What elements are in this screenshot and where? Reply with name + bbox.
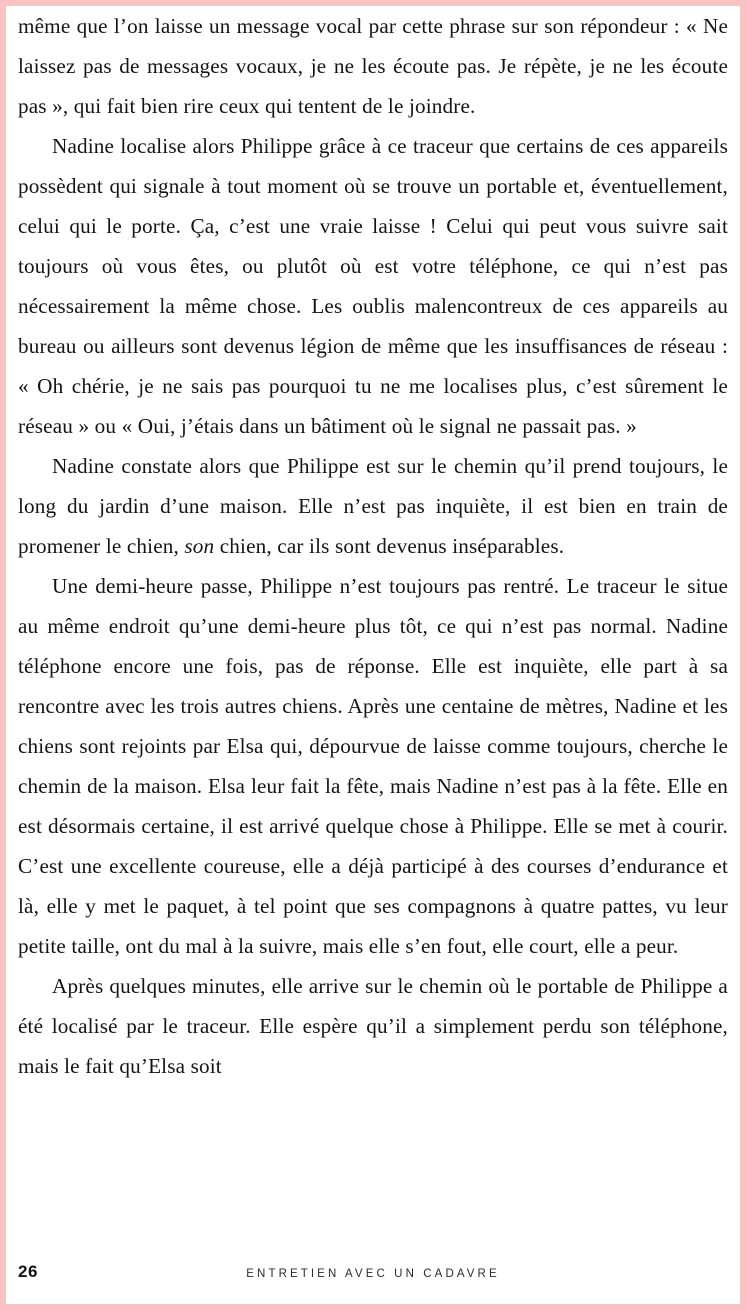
page-number: 26: [18, 1262, 38, 1281]
paragraph-3-italic: son: [184, 534, 215, 558]
paragraph-2: Nadine localise alors Philippe grâce à ce traceur que certains de ces appareils possèdent qui signale à tout moment où se trouve un portable et, éventuellement, celui qui le porte. Ça, c’est une vraie laisse ! Celui qui peut vous suivre sait toujours où vous êtes, ou plutôt où est votre téléphone, ce qui n’est pas nécessairement la même chose. Les oublis malencontreux de ces appareils au bureau ou ailleurs sont devenus légion de même que les insuffisances de réseau : « Oh chérie, je ne sais pas pourquoi tu ne me localises plus, c’est sûrement le réseau » ou « Oui, j’étais dans un bâtiment où le signal ne passait pas. »: [18, 134, 728, 438]
running-head: ENTRETIEN AVEC UN CADAVRE: [246, 1268, 500, 1280]
page-footer: [18, 1260, 728, 1282]
paragraph-1: même que l’on laisse un message vocal par cette phrase sur son répondeur : « Ne laissez pas de messages vocaux, je ne les écoute pas. Je répète, je ne les écoute pas », qui fait bien rire ceux qui tentent de le joindre.: [18, 14, 728, 118]
paragraph-3: [18, 446, 728, 566]
paragraph-3-part-2: chien, car ils sont devenus inséparables.: [214, 534, 565, 558]
body-text: [18, 6, 728, 1086]
page-content-area: [6, 6, 740, 1304]
paragraph-5: Après quelques minutes, elle arrive sur le chemin où le portable de Philippe a été localisé par le traceur. Elle espère qu’il a simplement perdu son téléphone, mais le fait qu’Elsa soit: [18, 974, 728, 1078]
paragraph-3-part-1: Nadine constate alors que Philippe est sur le chemin qu’il prend toujours, le long du jardin d’une maison. Elle n’est pas inquiète, il est bien en train de promener le chien,: [18, 454, 728, 558]
paragraph-4: Une demi-heure passe, Philippe n’est toujours pas rentré. Le traceur le situe au même endroit qu’une demi-heure plus tôt, ce qui n’est pas normal. Nadine téléphone encore une fois, pas de réponse. Elle est inquiète, elle part à sa rencontre avec les trois autres chiens. Après une centaine de mètres, Nadine et les chiens sont rejoints par Elsa qui, dépourvue de laisse comme toujours, cherche le chemin de la maison. Elsa leur fait la fête, mais Nadine n’est pas à la fête. Elle en est désormais certaine, il est arrivé quelque chose à Philippe. Elle se met à courir. C’est une excellente coureuse, elle a déjà participé à des courses d’endurance et là, elle y met le paquet, à tel point que ses compagnons à quatre pattes, vu leur petite taille, ont du mal à la suivre, mais elle s’en fout, elle court, elle a peur.: [18, 574, 728, 958]
